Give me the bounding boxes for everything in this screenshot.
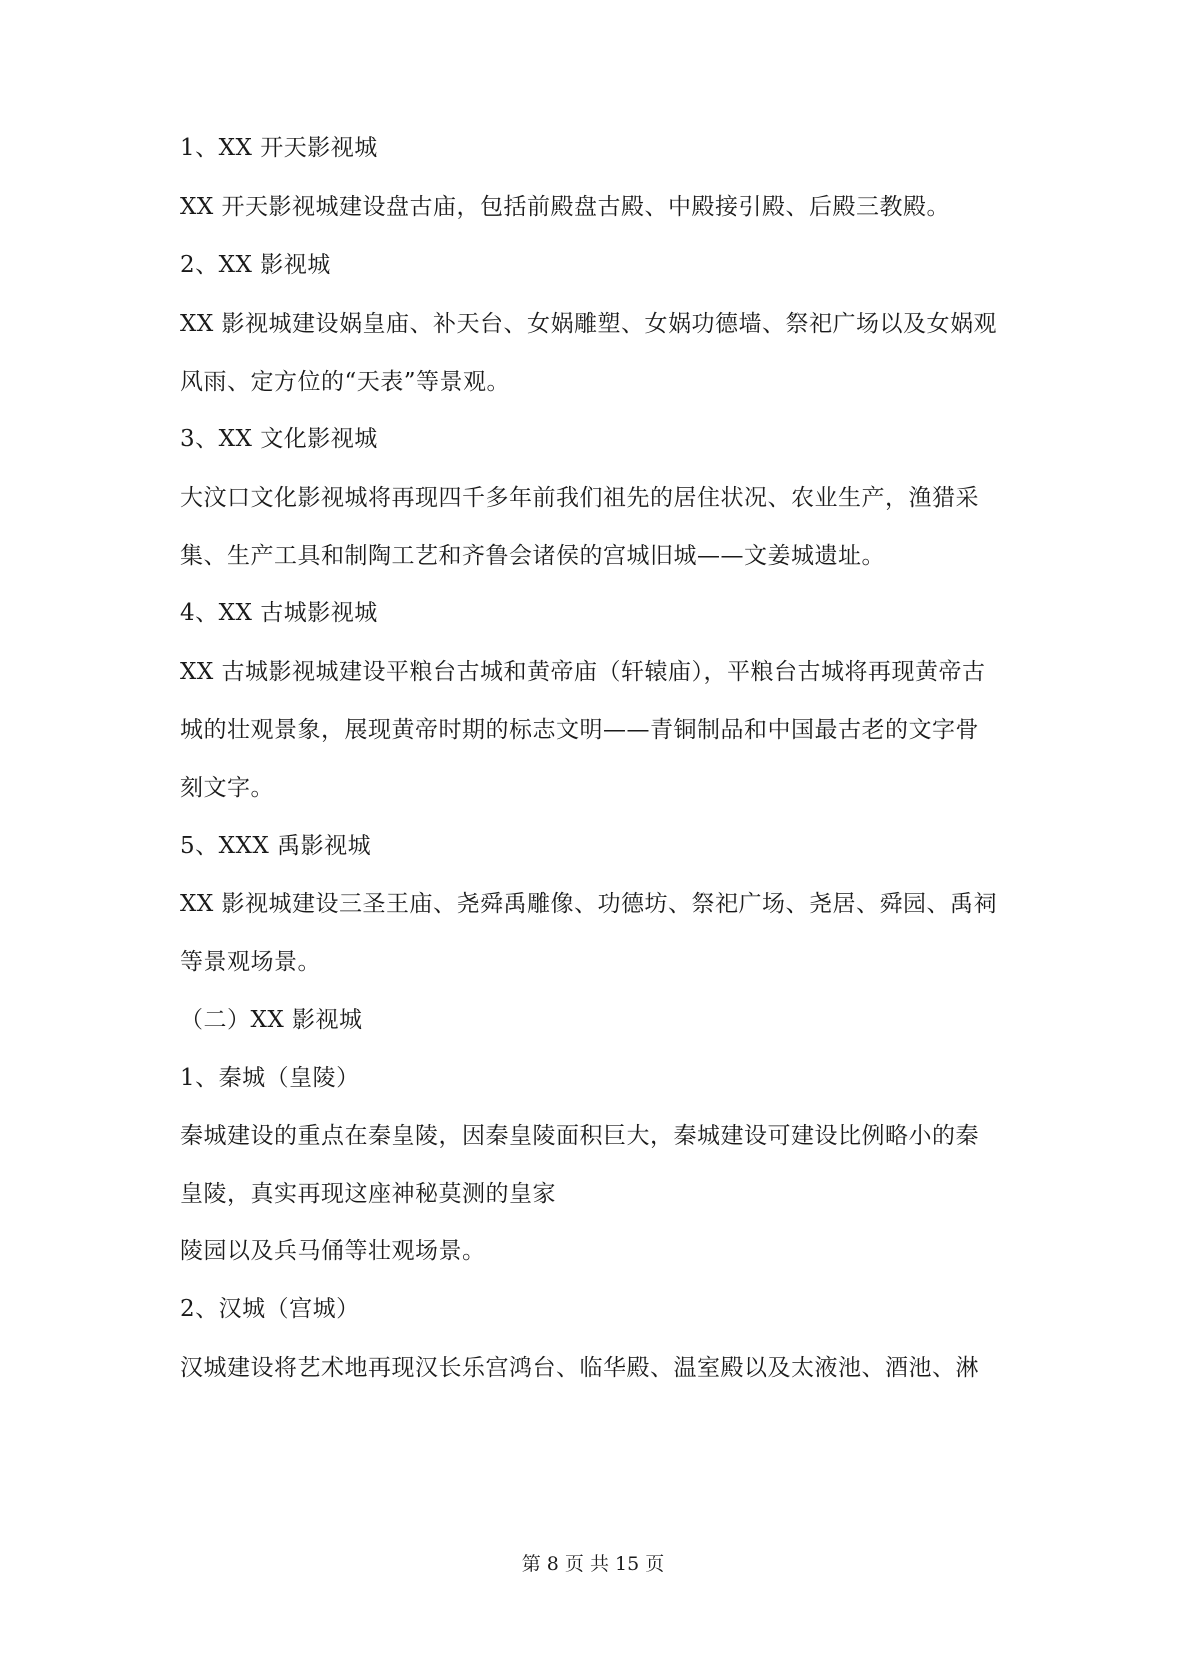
heading-item-4: 4、XX 古城影视城 bbox=[180, 600, 378, 626]
paragraph-line: 风雨、定方位的“天表”等景观。 bbox=[180, 369, 511, 395]
heading-item-2b: 2、汉城（宫城） bbox=[180, 1296, 360, 1322]
paragraph-line: 大汶口文化影视城将再现四千多年前我们祖先的居住状况、农业生产，渔猎采 bbox=[180, 485, 979, 511]
paragraph-line: 等景观场景。 bbox=[180, 949, 321, 975]
heading-item-5: 5、XXX 禹影视城 bbox=[180, 833, 372, 859]
paragraph-line: 集、生产工具和制陶工艺和齐鲁会诸侯的宫城旧城——文姜城遗址。 bbox=[180, 543, 885, 569]
paragraph-line: XX 影视城建设三圣王庙、尧舜禹雕像、功德坊、祭祀广场、尧居、舜园、禹祠 bbox=[180, 891, 998, 917]
heading-item-2: 2、XX 影视城 bbox=[180, 252, 331, 278]
page-number-footer: 第 8 页 共 15 页 bbox=[521, 1553, 665, 1575]
paragraph-line: 秦城建设的重点在秦皇陵，因秦皇陵面积巨大，秦城建设可建设比例略小的秦 bbox=[180, 1123, 979, 1149]
paragraph-line: XX 开天影视城建设盘古庙，包括前殿盘古殿、中殿接引殿、后殿三教殿。 bbox=[180, 194, 951, 220]
paragraph-line: 汉城建设将艺术地再现汉长乐宫鸿台、临华殿、温室殿以及太液池、酒池、淋 bbox=[180, 1355, 979, 1381]
section-heading: （二）XX 影视城 bbox=[180, 1007, 363, 1033]
paragraph-line: 刻文字。 bbox=[180, 775, 274, 801]
heading-item-1: 1、XX 开天影视城 bbox=[180, 135, 378, 161]
paragraph-line: XX 影视城建设娲皇庙、补天台、女娲雕塑、女娲功德墙、祭祀广场以及女娲观 bbox=[180, 311, 998, 337]
paragraph-line: XX 古城影视城建设平粮台古城和黄帝庙（轩辕庙），平粮台古城将再现黄帝古 bbox=[180, 659, 986, 685]
paragraph-line: 陵园以及兵马俑等壮观场景。 bbox=[180, 1238, 486, 1264]
heading-item-1b: 1、秦城（皇陵） bbox=[180, 1065, 360, 1091]
paragraph-line: 城的壮观景象，展现黄帝时期的标志文明——青铜制品和中国最古老的文字骨 bbox=[180, 717, 979, 743]
heading-item-3: 3、XX 文化影视城 bbox=[180, 426, 378, 452]
paragraph-line: 皇陵，真实再现这座神秘莫测的皇家 bbox=[180, 1181, 556, 1207]
